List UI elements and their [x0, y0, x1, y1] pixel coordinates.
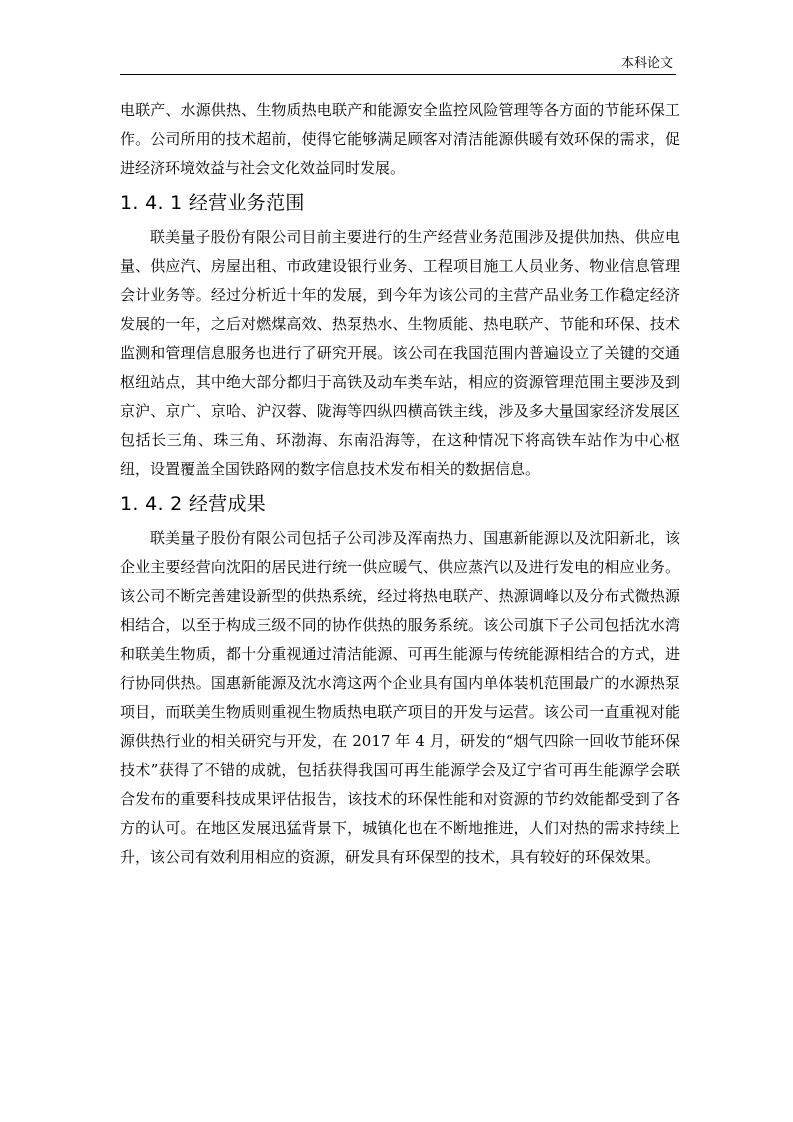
section-paragraph-1-4-1: 联美量子股份有限公司目前主要进行的生产经营业务范围涉及提供加热、供应电量、供应汽、房屋出租、市政建设银行业务、工程项目施工人员业务、物业信息管理会计业务等。经过分析近十年的发展，到今年为该公司的主营产品业务工作稳定经济发展的一年，之后对燃煤高效、热泵热水、生物质能、热电联产、节能和环保、技术监测和管理信息服务也进行了研究开展。该公司在我国范围内普遍设立了关键的交通枢纽站点，其中绝大部分都归于高铁及动车类车站，相应的资源管理范围主要涉及到京沪、京广、京哈、沪汉蓉、陇海等四纵四横高铁主线，涉及多大量国家经济发展区包括长三角、珠三角、环渤海、东南沿海等，在这种情况下将高铁车站作为中心枢纽，设置覆盖全国铁路网的数字信息技术发布相关的数据信息。 [120, 228, 680, 478]
continued-paragraph: 电联产、水源供热、生物质热电联产和能源安全监控风险管理等各方面的节能环保工作。公司所用的技术超前，使得它能够满足顾客对清洁能源供暖有效环保的需求，促进经济环境效益与社会文化效益同时发展。 [120, 101, 680, 177]
page-body [120, 96, 680, 872]
running-header: 本科论文 [620, 56, 673, 71]
section-heading-1-4-2: 1. 4. 2 经营成果 [120, 493, 267, 515]
header-rule [120, 74, 676, 75]
section-paragraph-1-4-2: 联美量子股份有限公司包括子公司涉及浑南热力、国惠新能源以及沈阳新北，该企业主要经营向沈阳的居民进行统一供应暖气、供应蒸汽以及进行发电的相应业务。该公司不断完善建设新型的供热系统，经过将热电联产、热源调峰以及分布式微热源相结合，以至于构成三级不同的协作供热的服务系统。该公司旗下子公司包括沈水湾和联美生物质，都十分重视通过清洁能源、可再生能源与传统能源相结合的方式，进行协同供热。国惠新能源及沈水湾这两个企业具有国内单体装机范围最广的水源热泵项目，而联美生物质则重视生物质热电联产项目的开发与运营。该公司一直重视对能源供热行业的相关研究与开发，在 2017 年 4 月，研发的“烟气四除一回收节能环保技术”获得了不错的成就，包括获得我国可再生能源学会及辽宁省可再生能源学会联合发布的重要科技成果评估报告，该技术的环保性能和对资源的节约效能都受到了各方的认可。在地区发展迅猛背景下，城镇化也在不断地推进，人们对热的需求持续上升，该公司有效利用相应的资源，研发具有环保型的技术，具有较好的环保效果。 [120, 529, 680, 866]
section-heading-1-4-1: 1. 4. 1 经营业务范围 [120, 192, 305, 214]
